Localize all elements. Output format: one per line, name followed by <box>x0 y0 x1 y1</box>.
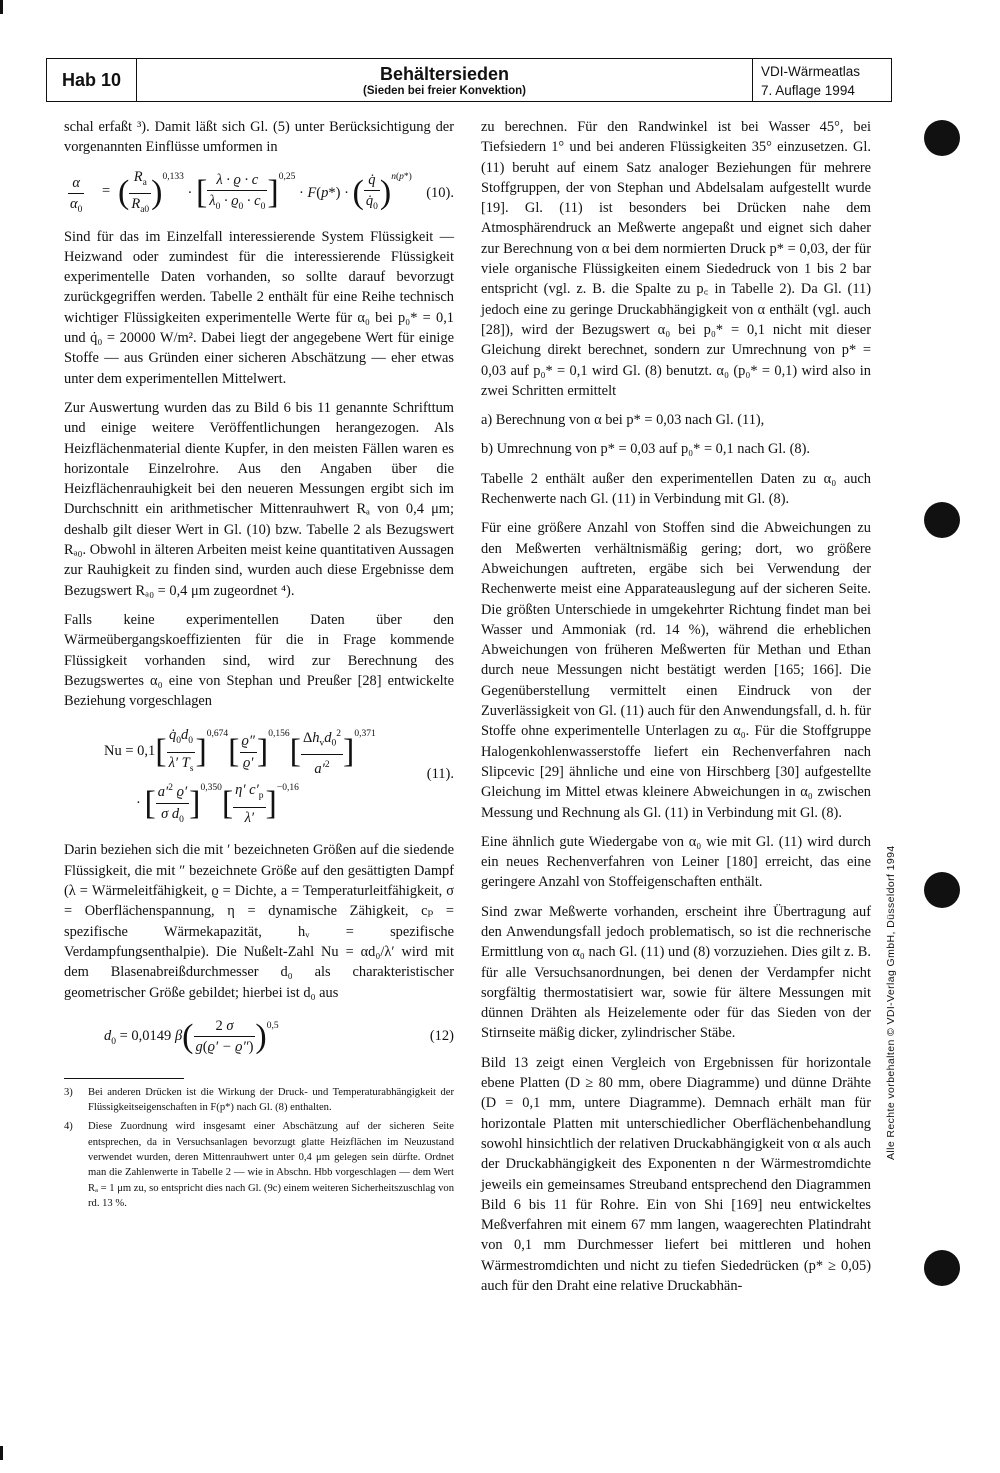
paragraph: Darin beziehen sich die mit ′ bezeichneten Größen auf die siedende Flüssigkeit, die mit ″ bezeichnete Größe auf den gesättigten Dampf (λ = Wärmeleitfähigkeit, ϱ = Dichte, a = Temperaturleitfähigkeit, σ = Oberflächenspannung, η = dynamische Zähigkeit, cₚ = spezifische Wärmekapazität, hᵥ = spezifische Verdampfungsenthalpie). Die Nußelt-Zahl Nu = αd₀/λ′ wird mit dem Blasenabreißdurchmesser d₀ als charakteristischer geometrischer Größe gebildet; hierbei ist d₀ aus <box>64 842 454 1001</box>
equation-number: (10). <box>426 184 454 201</box>
equation-12: $d_0 = 0,0149$ β( $\frac{2 \sigma}{g(ϱ' - ϱ'')}$ )$^{0,5}$ (12) <box>104 1017 454 1056</box>
list-item: b) Umrechnung von p* = 0,03 auf p₀* = 0,1 nach Gl. (8). <box>481 441 810 458</box>
header-title-block <box>137 59 753 101</box>
footnote-separator <box>64 1078 184 1079</box>
equation-10: $\frac{\alpha}{\alpha_0}$ = ( $\frac{R_a}{R_{a0}}$ )$^{0,133}$ · [ $\frac{\lambda \cdot ϱ \cdot c}{\lambda_0 \cdot ϱ_0 \cdot c_0}$ ]$^{0,25}$ · F(p*) · ( $\frac{q̇}{q̇_0}$ )$^{n(p*)}$ (10). <box>70 168 454 215</box>
equation-number: (12) <box>429 1027 454 1044</box>
footnote-3 <box>64 1085 454 1116</box>
equation-11: Nu = 0,1[ $\frac{q̇_0d_0}{\lambda' T_s}$ ]$^{0,674}$[ $\frac{ϱ''}{ϱ'}$ ]$^{0,156}$[ $\frac{\Delta h_vd_0^2}{a'^2}$ ]$^{0,371}$ · [ $\frac{a'^2 ϱ'}{\sigma d_0}$ ]$^{0,350}$[ $\frac{\eta' c'_p}{\lambda'}$ ]$^{-0,16}$ (11). <box>64 720 454 832</box>
right-column <box>481 117 871 1305</box>
paragraph: Bild 13 zeigt einen Vergleich von Ergebnissen für horizontale ebene Platten (D ≥ 80 mm, obere Diagramme) und dünne Drähte (D = 0,1 mm, untere Diagramme). Demnach erhält man für horizontale Platten mit unterschiedlicher Oberflächenbehandlung sowohl hinsichtlich der relativen Druckabhängigkeit von α als auch der Druckabhängigkeit des Exponenten n der Wärmestromdichte jeweils ein gemeinsames Streuband entsprechend den Diagrammen Bild 6 bis 11 für Rohre. Ein von Shi [169] neu entwickeltes Meßverfahren mit einem 67 mm langen, waagerechten Platindraht von 0,1 mm Durchmesser liefert bei mittleren und hohen Wärmestromdichten und nicht zu tiefen Siededrücken (p* ≥ 0,05) auch für den Draht eine relative Druckabhän- <box>481 1054 871 1295</box>
footnote-text: Bei anderen Drücken ist die Wirkung der Druck- und Temperaturabhängigkeit der Flüssigkeitseigenschaften in F(p*) nach Gl. (8) enthalten. <box>88 1086 454 1114</box>
copyright-notice: Alle Rechte vorbehalten © VDI-Verlag GmbH, Düsseldorf 1994 <box>885 845 897 1160</box>
edge-mark-bottom <box>0 1446 3 1460</box>
paragraph: Sind zwar Meßwerte vorhanden, erscheint ihre Übertragung auf den Anwendungsfall jedoch problematisch, so ist die rechnerische Ermittlung von α₀ nach Gl. (11) und (8) vorzuziehen. Dies gilt z. B. für alle Versuchsanordnungen, bei denen der Verdampfer nicht sorgfältig thermostatisiert war, sowie für ältere Messungen mit dünnen Drähten als Heizelemente oder für das Sieden von der Stirnseite mäßig dicker, zylindrischer Stäbe. <box>481 903 871 1042</box>
header-subtitle: (Sieden bei freier Konvektion) <box>363 85 526 97</box>
paragraph: Tabelle 2 enthält außer den experimentellen Daten zu α₀ auch Rechenwerte nach Gl. (11) in Verbindung mit Gl. (8). <box>481 470 871 508</box>
footnote-number: 3) <box>64 1086 73 1098</box>
list-item: a) Berechnung von α bei p* = 0,03 nach Gl. (11), <box>481 412 765 429</box>
paragraph: Für eine größere Anzahl von Stoffen sind die Abweichungen zu den Meßwerten verhältnismäßig gering; dort, wo größere Abweichungen auftreten, ergäbe sich bei Verwendung der Rechenwerte meist eine Apparateauslegung auf der sicheren Seite. Die größten Unterschiede in umgekehrter Richtung findet man bei Wasser und Ammoniak (rd. 14 %), während die erheblichen Abweichungen von früheren Meßwerten für Methan und Ethan durch neue Messungen nicht bestätigt werden [165; 166]. Die Gegenüberstellung vermittelt einen Eindruck von der Zuverlässigkeit von Gl. (11) auch für den Anwendungsfall, d. h. für Stoffe ohne experimentelle Unterlagen zu α₀. Für die Stoffgruppe Halogenkohlenwasserstoffe liefert ein Rechenverfahren nach Slipcevic [29] ähnliche und eine von Hirschberg [30] aufgestellte Gleichung im Mittel etwas kleinere Abweichungen in α₀ zwischen Messung und Rechnung als Gl. (11) in Verbindung mit Gl. (8). <box>481 520 871 821</box>
punch-hole <box>924 1250 960 1286</box>
left-column <box>64 117 454 1215</box>
footnote-number: 4) <box>64 1121 73 1133</box>
footnote-text: Diese Zuordnung wird insgesamt einer Abschätzung auf der sicheren Seite entsprechen, da in Versuchsanlagen bevorzugt glatte Heizflächen im Neuzustand verwendet wurden, deren Mittenrauhwert unter 0,4 μm gelegen sein dürfte. Ordnet man die Zahlenwerte in Tabelle 2 — wie in Abschn. Hbb vorgeschlagen — dem Wert Rₐ = 1 μm zu, so entspricht dies nach Gl. (9c) einem weiteren Sicherheitszuschlag von rd. 13 %. <box>88 1121 454 1209</box>
paragraph: Zur Auswertung wurden das zu Bild 6 bis 11 genannte Schrifttum und einige weitere Veröffentlichungen herangezogen. Als Heizflächenmaterial diente Kupfer, in den meisten Fällen waren es horizontale Einzelrohre. Aus den Angaben über die Heizflächenrauhigkeit bei den neueren Messungen ergibt sich im Durchschnitt ein arithmetischer Mittenrauhwert Rₐ von 0,4 μm; deshalb gilt dieser Wert in Gl. (10) bzw. Tabelle 2 als Bezugswert Rₐ₀. Obwohl in älteren Arbeiten meist keine quantitativen Aussagen zur Rauhigkeit zu finden sind, wurden auch diese Ergebnisse dem Bezugswert Rₐ₀ = 0,4 μm zugeordnet ⁴). <box>64 399 454 599</box>
paragraph: Sind für das im Einzelfall interessierende System Flüssigkeit — Heizwand oder zumindest für die interessierende Flüssigkeit experimentelle Daten vorhanden, so sollte darauf bevorzugt zurückgegriffen werden. Tabelle 2 enthält für eine Reihe technisch wichtiger Flüssigkeiten experimentelle Werte für α₀ bei p₀* = 0,1 und q̇₀ = 20000 W/m². Dabei liegt der angegebene Wert für einige Stoffe — aus Gründen einer sicheren Abschätzung — eher etwas unter dem experimentellen Mittelwert. <box>64 228 454 387</box>
punch-hole <box>924 502 960 538</box>
paragraph: Eine ähnlich gute Wiedergabe von α₀ wie mit Gl. (11) wird durch ein neues Rechenverfahren von Leiner [180] erreicht, das eine geringere Anzahl von Stoffeigenschaften enthält. <box>481 833 871 891</box>
paragraph: zu berechnen. Für den Randwinkel ist bei Wasser 45°, bei Tiefsiedern 1° und bei anderen Flüssigkeiten 35° einzusetzen. Gl. (11) beruht auf einem Satz analoger Beziehungen für mehrere Stoffgruppen, der von Stephan und Abdelsalam aufgestellt wurde [19]. Gl. (11) ist besonders bei Drücken nahe dem Atmosphärendruck an Meßwerte angepaßt und eignet sich daher zur Berechnung von α bei dem normierten Druck p* = 0,03, der für viele organische Flüssigkeiten einem Siededruck von 1 bis 2 bar entspricht (vgl. z. B. die Spalte zu p꜀ in Tabelle 2). Da Gl. (11) jedoch eine zu geringe Druckabhängigkeit von α enthält (vgl. auch [28]), wird der Bezugswert α₀ bei p₀* = 0,1 nicht mit dieser Gleichung direkt berechnet, sondern zur Umrechnung von p* = 0,03 auf p₀* = 0,1 wird Gl. (8) benutzt. α₀ (p₀* = 0,1) wird also in zwei Schritten ermittelt <box>481 119 871 399</box>
publication-name: VDI-Wärmeatlas <box>761 64 861 79</box>
header-title: Behältersieden <box>379 64 510 84</box>
publication-info <box>753 59 891 101</box>
section-code: Hab 10 <box>47 59 137 101</box>
punch-hole <box>924 120 960 156</box>
edge-mark-top <box>0 0 3 14</box>
punch-hole <box>924 872 960 908</box>
paragraph: schal erfaßt ³). Damit läßt sich Gl. (5) unter Berücksichtigung der vorgenannten Einflüsse umformen in <box>64 119 454 156</box>
paragraph: Falls keine experimentellen Daten über den Wärmeübergangskoeffizienten für die in Frage kommende Flüssigkeit vorhanden sind, wird zur Berechnung des Bezugswertes α₀ eine von Stephan und Preußer [28] entwickelte Beziehung vorgeschlagen <box>64 611 454 710</box>
page-header <box>46 58 892 102</box>
publication-edition: 7. Auflage 1994 <box>761 83 855 98</box>
footnote-4 <box>64 1119 454 1211</box>
equation-number: (11). <box>426 766 454 783</box>
